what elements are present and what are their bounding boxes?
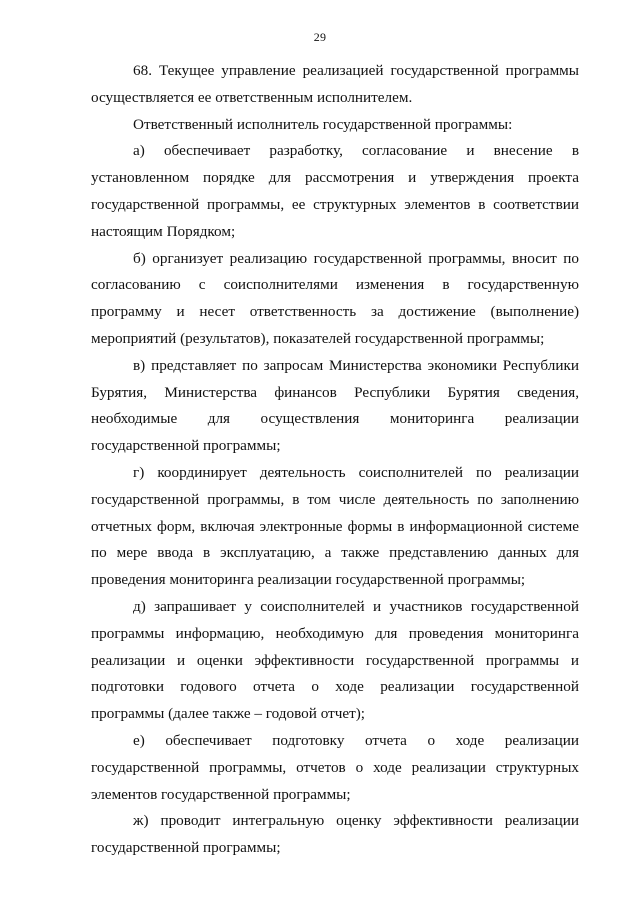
paragraph-item-g: г) координирует деятельность соисполнителей по реализации государственной программы, в том числе деятельность по заполнению отчетных форм, включая электронные формы в информационной системе по мере ввода в эксплуатацию, а также представлению данных для проведения мониторинга реализации государственной программы; [91, 463, 579, 589]
document-body [91, 58, 579, 862]
paragraph-responsible-executor: Ответственный исполнитель государственной программы: [133, 115, 513, 133]
paragraph-item-zh: ж) проводит интегральную оценку эффективности реализации государственной программы; [91, 812, 579, 857]
paragraph-item-a: а) обеспечивает разработку, согласование и внесение в установленном порядке для рассмотрения и утверждения проекта государственной программы, ее структурных элементов в соответствии настоящим Порядком; [91, 142, 579, 240]
paragraph-item-e: е) обеспечивает подготовку отчета о ходе реализации государственной программы, отчетов о ходе реализации структурных элементов государственной программы; [91, 731, 579, 803]
paragraph-item-v: в) представляет по запросам Министерства экономики Республики Бурятия, Министерства финансов Республики Бурятия сведения, необходимые для осуществления мониторинга реализации государственной программы; [91, 356, 579, 455]
paragraph-item-d: д) запрашивает у соисполнителей и участников государственной программы информацию, необходимую для проведения мониторинга реализации и оценки эффективности государственной программы и подготовки годового отчета о ходе реализации государственной программы (далее также – годовой отчет); [91, 597, 579, 723]
page-number: 29 [313, 30, 327, 44]
paragraph-68: 68. Текущее управление реализацией государственной программы осуществляется ее ответственным исполнителем. [91, 62, 579, 106]
paragraph-item-b: б) организует реализацию государственной программы, вносит по согласованию с соисполнителями изменения в государственную программу и несет ответственность за достижение (выполнение) мероприятий (результатов), показателей государственной программы; [91, 249, 579, 347]
